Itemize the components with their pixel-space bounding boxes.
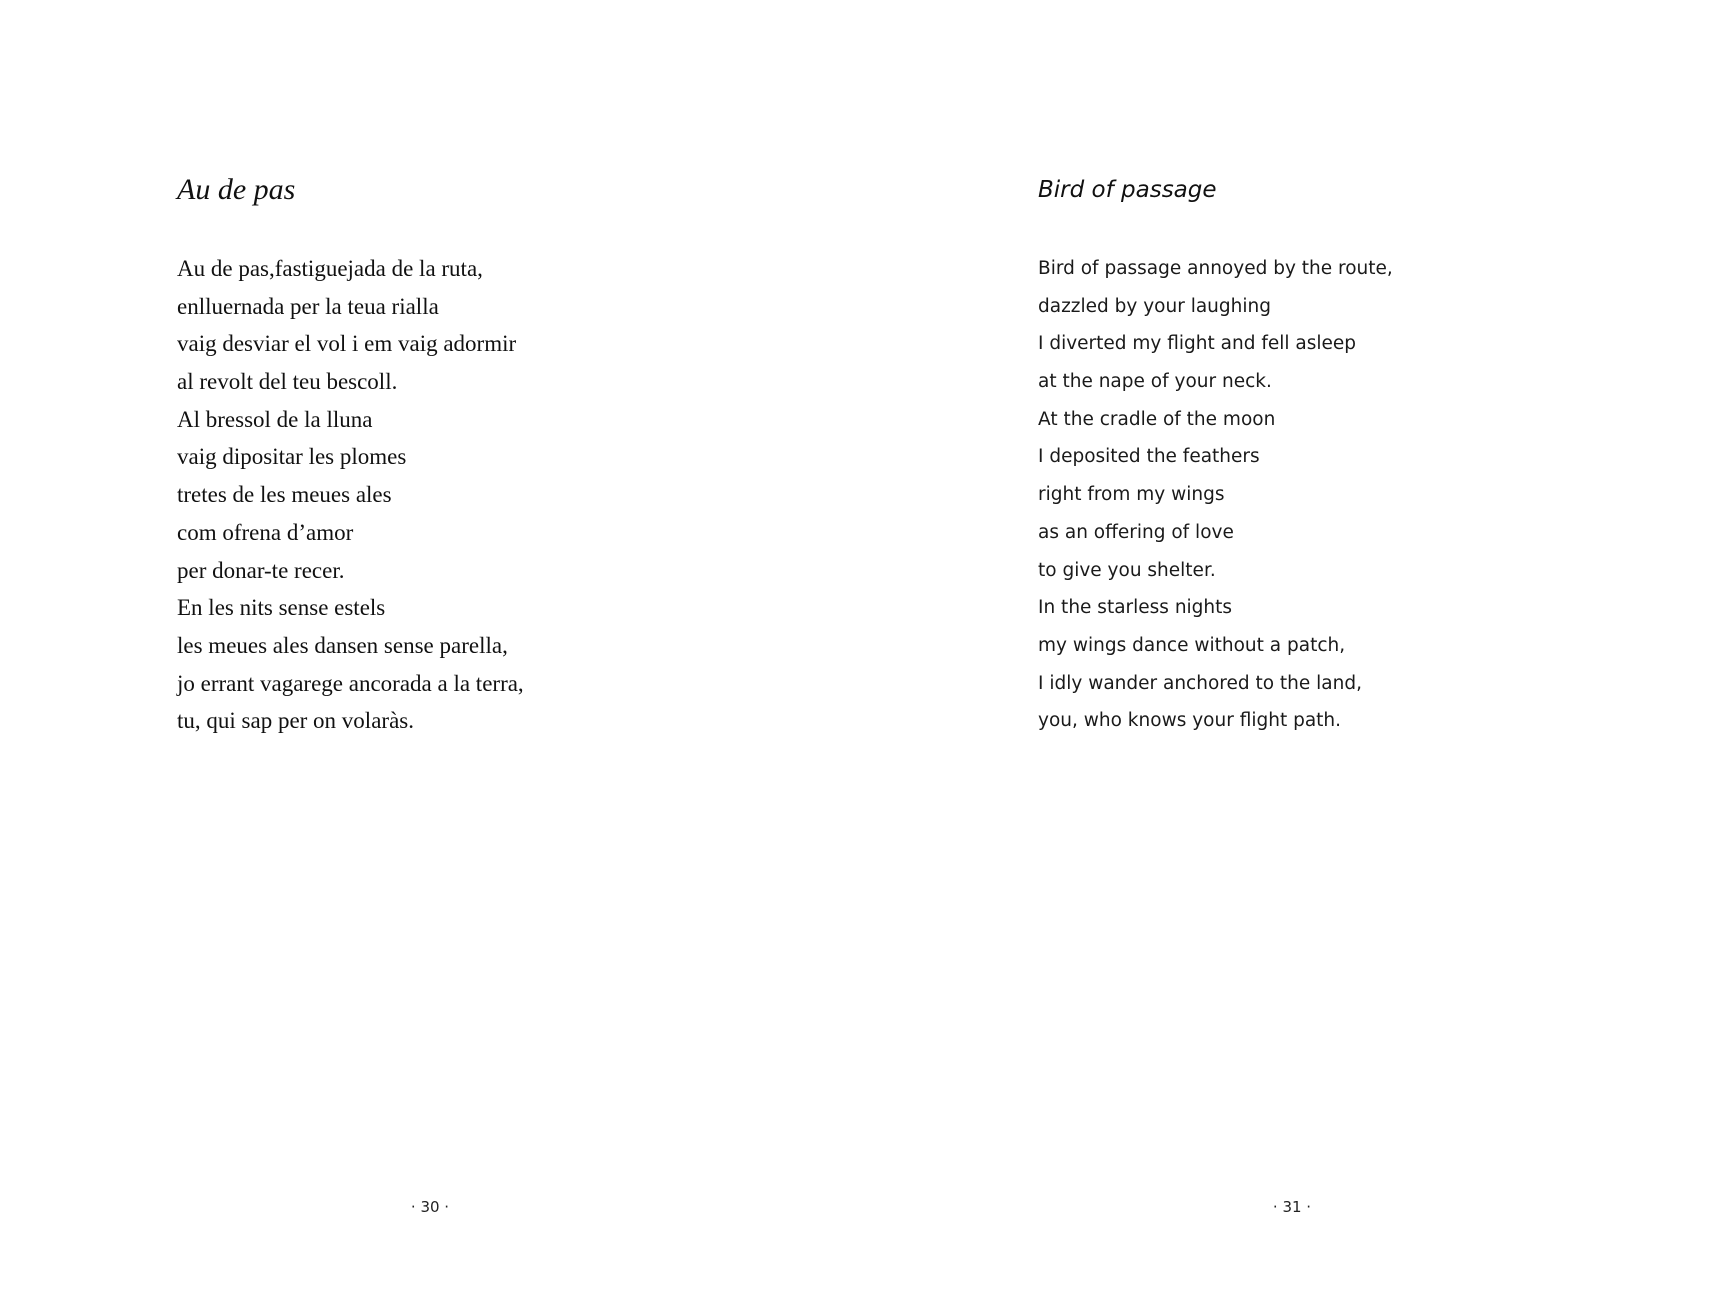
verse-line: At the cradle of the moon bbox=[1038, 408, 1276, 430]
verse-line: vaig dipositar les plomes bbox=[177, 444, 407, 470]
verse-line: les meues ales dansen sense parella, bbox=[177, 632, 508, 658]
verse-line: Al bressol de la lluna bbox=[177, 406, 373, 432]
verse-line: Bird of passage annoyed by the route, bbox=[1038, 258, 1393, 279]
verse-line: to give you shelter. bbox=[1038, 559, 1216, 581]
verse-line: as an offering of love bbox=[1038, 521, 1234, 543]
page-number-left: · 30 · bbox=[410, 1198, 450, 1216]
poem-title-catalan: Au de pas bbox=[177, 173, 296, 206]
verse-line: I idly wander anchored to the land, bbox=[1038, 672, 1362, 694]
verse-line: you, who knows your flight path. bbox=[1038, 710, 1342, 732]
page-number-right: · 31 · bbox=[1272, 1198, 1312, 1216]
left-page bbox=[0, 0, 856, 1299]
verse-line: at the nape of your neck. bbox=[1038, 371, 1272, 393]
verse-line: I deposited the feathers bbox=[1038, 446, 1260, 468]
verse-line: tretes de les meues ales bbox=[177, 482, 392, 508]
verse-line: I diverted my flight and fell asleep bbox=[1038, 333, 1357, 355]
verse-line: per donar-te recer. bbox=[177, 557, 345, 583]
poem-verses-catalan bbox=[177, 250, 524, 740]
right-page bbox=[856, 0, 1713, 1299]
verse-line: vaig desviar el vol i em vaig adormir bbox=[177, 331, 517, 357]
verse-line: al revolt del teu bescoll. bbox=[177, 369, 398, 395]
verse-line: com ofrena d’amor bbox=[177, 519, 354, 545]
verse-line: En les nits sense estels bbox=[177, 595, 386, 621]
verse-line: Au de pas,fastiguejada de la ruta, bbox=[177, 256, 483, 281]
verse-line: jo errant vagarege ancorada a la terra, bbox=[177, 670, 524, 696]
verse-line: my wings dance without a patch, bbox=[1038, 634, 1346, 656]
verse-line: enlluernada per la teua rialla bbox=[177, 293, 439, 319]
verse-line: dazzled by your laughing bbox=[1038, 295, 1271, 317]
poem-verses-english bbox=[1038, 250, 1393, 740]
verse-line: right from my wings bbox=[1038, 484, 1225, 506]
verse-line: In the starless nights bbox=[1038, 597, 1233, 619]
poem-title-english: Bird of passage bbox=[1038, 177, 1217, 203]
verse-line: tu, qui sap per on volaràs. bbox=[177, 708, 414, 734]
